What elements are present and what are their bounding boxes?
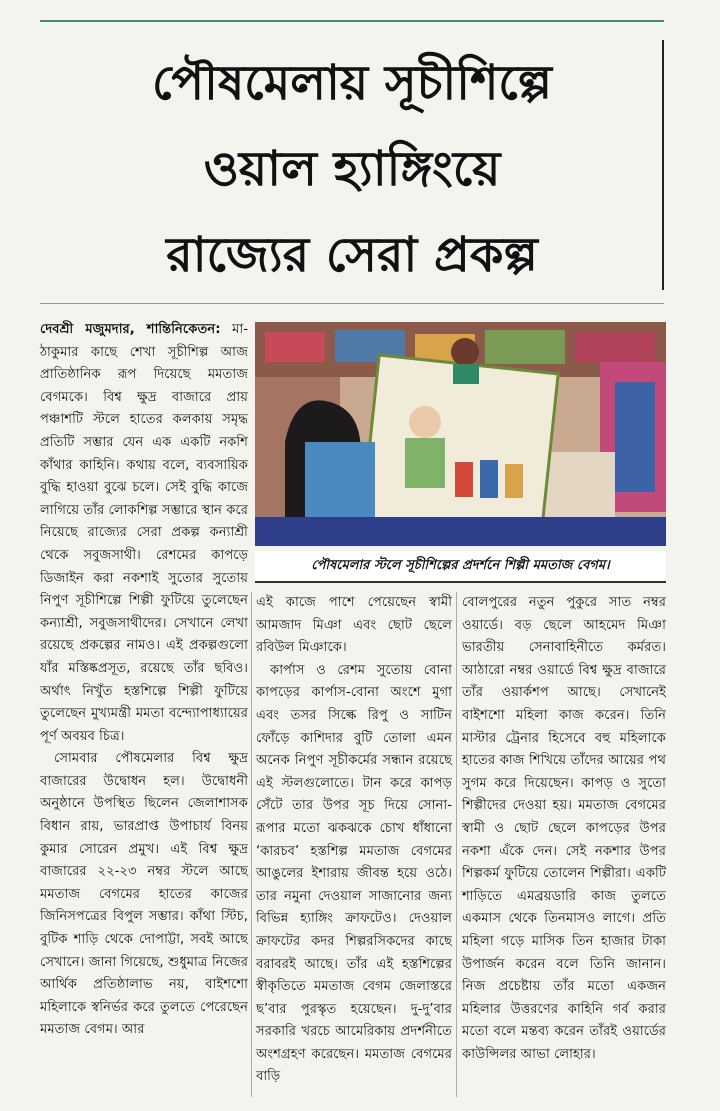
article-text: মা-ঠাকুমার কাছে শেখা সূচীশিল্প আজ প্রাতিষ্ঠানিক রূপ দিয়েছে মমতাজ বেগমকে। বিশ্ব ক্ষুদ্র বাজারে প্রায় পঞ্চাশটি স্টলে হাতের কলকায় সমৃদ্ধ প্রতিটি সম্ভার যেন এক একটি নকশি কাঁথার কাহিনি। কথায় বলে, ব্যবসায়িক বুদ্ধি হাওয়া বুঝে চলে। সেই বুদ্ধি কাজে লাগিয়ে তাঁর লোকশিল্প সম্ভারে স্থান করে নিয়েছে রাজ্যের সেরা প্রকল্প কন্যাশ্রী থেকে সবুজসাথী। রেশমের কাপড়ে ডিজাইন করা নকশাই সুতোর সুতোয় নিপুণ সূচীশিল্পে শিল্পী ফুটিয়ে তুলেছেন কন্যাশ্রী, সবুজসাথীদের। সেখানে লেখা রয়েছে প্রকল্পের নামও। এই প্রকল্পগুলো যাঁর মস্তিষ্কপ্রসূত, রয়েছে তাঁর ছবিও। অর্থাৎ নিখুঁত হস্তশিল্পে শিল্পী ফুটিয়ে তুলেছেন মুখ্যমন্ত্রী মমতা বন্দ্যোপাধ্যায়ের পূর্ণ অবয়ব চিত্র।: [40, 322, 249, 744]
article-paragraph: [40, 319, 248, 748]
article-paragraph: সোমবার পৌষমেলার বিশ্ব ক্ষুদ্র বাজারের উদ্বোধন হল। উদ্বোধনী অনুষ্ঠানে উপস্থিত ছিলেন জেলাশাসক বিধান রায়, ভারপ্রাপ্ত উপাচার্য বিনয় কুমার সোরেন প্রমুখ। এই বিশ্ব ক্ষুদ্র বাজারের ২২-২৩ নম্বর স্টলে আছে মমতাজ বেগমের হাতের কাজের জিনিসপত্রের বিপুল সম্ভার। কাঁথা স্টিচ, বুটিক শাড়ি থেকে দোপাট্টা, সবই আছে সেখানে। জানা গিয়েছে, শুধুমাত্র নিজের আর্থিক প্রতিষ্ঠালাভ নয়, বাইশশো মহিলাকে স্বনির্ভর করে তুলতে পেরেছেন মমতাজ বেগম। আর: [40, 751, 248, 1038]
column-divider: [251, 592, 252, 1097]
article-column-3: [462, 592, 666, 1066]
article-paragraph: কার্পাস ও রেশম সুতোয় বোনা কাপড়ের কার্পাস-বোনা অংশে মুগা এবং তসর সিল্কে রিপু ও সাটিন ফোঁড়ে কাশিদার বুটি তোলা এমন অনেক নিপুণ সূচীকর্মের সন্ধান রয়েছে এই স্টলগুলোতে। টান করে কাপড় সেঁটে তার উপর সূচ দিয়ে সোনা-রূপার মতো ঝকঝকে চোখ ধাঁধানো ‘কারচব’ হস্তশিল্প মমতাজ বেগমের আঙুলের ইশারায় জীবন্ত হয়ে ওঠে। তার নমুনা দেওয়াল সাজানোর জন্য বিভিন্ন হ্যাঙ্গিং ক্রাফটেও। দেওয়াল ক্রাফটের কদর শিল্পরসিকদের কাছে বরাবরই আছে। তাঁর এই হস্তশিল্পের স্বীকৃতিতে মমতাজ বেগম জেলাস্তরে ছ’বার পুরস্কৃত হয়েছেন। দু-দু’বার সরকারি খরচে আমেরিকায় প্রদর্শনীতে অংশগ্রহণ করেছেন। মমতাজ বেগমের বাড়ি: [256, 662, 452, 1085]
headline-line-1: পৌষমেলায় সূচীশিল্পে: [152, 55, 552, 111]
article-column-2: [256, 592, 452, 1089]
photo-caption: পৌষমেলার স্টলে সূচীশিল্পের প্রদর্শনে শিল্পী মমতাজ বেগম।: [255, 551, 666, 583]
headline-separator: [40, 303, 664, 304]
article-paragraph: বোলপুরের নতুন পুকুরে সাত নম্বর ওয়ার্ডে। বড় ছেলে আহমেদ মিঞা ভারতীয় সেনাবাহিনীতে কর্মরত। আঠারো নম্বর ওয়ার্ডে বিশ্ব ক্ষুদ্র বাজারে তাঁর ওয়ার্কশপ আছে। সেখানেই বাইশশো মহিলা কাজ করেন। তিনি মাস্টার ট্রেনার হিসেবে বহু মহিলাকে হাতের কাজ শিখিয়ে তাঁদের আয়ের পথ সুগম করে দিয়েছেন। কাপড় ও সুতো শিল্পীদের দেওয়া হয়। মমতাজ বেগমের স্বামী ও ছোট ছেলে কাপড়ের উপর নকশা এঁকে দেন। সেই নকশার উপর শিল্পকর্ম ফুটিয়ে তোলেন শিল্পীরা। একটি শাড়িতে এমব্রয়ডারি কাজ তুলতে একমাস থেকে তিনমাসও লাগে। প্রতি মহিলা গড়ে মাসিক তিন হাজার টাকা উপার্জন করেন বলে তিনি জানান। নিজ প্রচেষ্টায় তাঁর মতো একজন মহিলার উত্তরণের কাহিনি গর্ব করার মতো বলে মন্তব্য করেন তাঁরই ওয়ার্ডের কাউন্সিলর আভা লোহার।: [462, 595, 666, 1062]
byline: দেবশ্রী মজুমদার, শান্তিনিকেতন:: [40, 322, 221, 337]
headline-line-3: রাজ্যের সেরা প্রকল্প: [166, 227, 538, 283]
article-photo: [255, 322, 666, 546]
headline: [40, 40, 664, 298]
top-rule: [40, 20, 664, 22]
column-divider: [456, 592, 457, 1097]
headline-line-2: ওয়াল হ্যাঙ্গিংয়ে: [203, 141, 501, 197]
article-paragraph: এই কাজে পাশে পেয়েছেন স্বামী আমজাদ মিঞা এবং ছোট ছেলে রবিউল মিঞাকে।: [256, 595, 452, 656]
stall-photo-illustration: [255, 322, 666, 546]
article-column-1: [40, 319, 248, 1042]
